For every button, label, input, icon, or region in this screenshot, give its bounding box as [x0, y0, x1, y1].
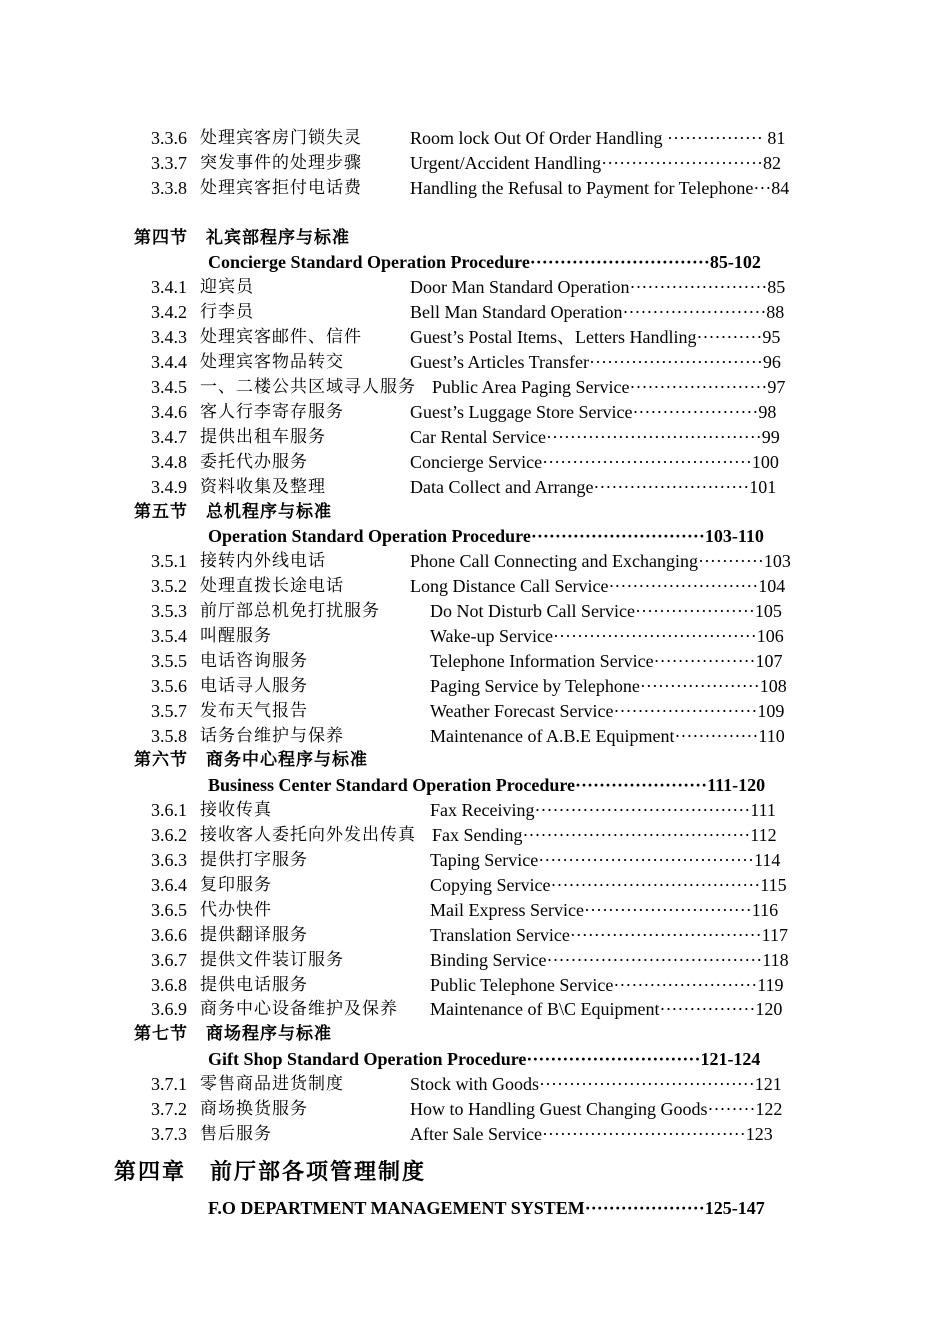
entry-title-zh: 零售商品进货制度	[200, 1074, 344, 1094]
entry-title-en: Guest’s Postal Items、Letters Handling···········95	[410, 327, 781, 347]
chapter-title-zh: 第四章 前厅部各项管理制度	[114, 1159, 427, 1185]
entry-number: 3.4.1	[151, 277, 187, 297]
entry-title-en: Wake-up Service··································106	[430, 626, 784, 646]
entry-title-zh: 商务中心设备维护及保养	[200, 999, 398, 1019]
entry-number: 3.6.7	[151, 950, 187, 970]
entry-title-en: Concierge Service···································100	[410, 452, 779, 472]
entry-title-en: Car Rental Service····································99	[410, 427, 780, 447]
entry-number: 3.7.3	[151, 1124, 187, 1144]
section-title-zh: 第五节 总机程序与标准	[134, 502, 332, 522]
entry-title-en: Stock with Goods····································121	[410, 1074, 782, 1094]
entry-title-en: Weather Forecast Service························109	[430, 701, 785, 721]
entry-title-en: Copying Service···································115	[430, 875, 787, 895]
entry-number: 3.4.7	[151, 427, 187, 447]
entry-title-zh: 叫醒服务	[200, 626, 272, 646]
entry-number: 3.5.5	[151, 651, 187, 671]
entry-title-zh: 资料收集及整理	[200, 477, 326, 497]
entry-title-zh: 委托代办服务	[200, 452, 308, 472]
entry-number: 3.6.5	[151, 900, 187, 920]
entry-number: 3.4.4	[151, 352, 187, 372]
entry-title-zh: 接收传真	[200, 800, 272, 820]
entry-number: 3.6.3	[151, 850, 187, 870]
entry-title-zh: 提供翻译服务	[200, 925, 308, 945]
entry-title-en: Bell Man Standard Operation························88	[410, 302, 785, 322]
entry-number: 3.4.6	[151, 402, 187, 422]
entry-number: 3.3.7	[151, 153, 187, 173]
entry-title-zh: 处理宾客拒付电话费	[200, 178, 362, 198]
entry-number: 3.5.6	[151, 676, 187, 696]
entry-title-en: Public Telephone Service························119	[430, 975, 784, 995]
entry-number: 3.5.8	[151, 726, 187, 746]
entry-title-zh: 突发事件的处理步骤	[200, 153, 362, 173]
entry-title-en: Telephone Information Service·················107	[430, 651, 783, 671]
entry-number: 3.4.2	[151, 302, 187, 322]
entry-title-en: Fax Sending······································112	[432, 825, 777, 845]
entry-title-en: How to Handling Guest Changing Goods········122	[410, 1099, 783, 1119]
entry-title-en: Guest’s Articles Transfer·····························96	[410, 352, 781, 372]
entry-title-en: Taping Service····································114	[430, 850, 781, 870]
entry-title-zh: 提供出租车服务	[200, 427, 326, 447]
entry-title-zh: 迎宾员	[200, 277, 254, 297]
entry-title-zh: 处理宾客房门锁失灵	[200, 128, 362, 148]
entry-number: 3.3.8	[151, 178, 187, 198]
entry-number: 3.5.7	[151, 701, 187, 721]
entry-number: 3.4.8	[151, 452, 187, 472]
entry-number: 3.6.1	[151, 800, 187, 820]
entry-title-en: Room lock Out Of Order Handling ················ 81	[410, 128, 786, 148]
entry-title-zh: 前厅部总机免打扰服务	[200, 601, 380, 621]
entry-title-zh: 提供电话服务	[200, 975, 308, 995]
section-title-zh: 第七节 商场程序与标准	[134, 1024, 332, 1044]
entry-title-en: Translation Service································117	[430, 925, 788, 945]
entry-title-en: Fax Receiving····································111	[430, 800, 776, 820]
entry-number: 3.4.9	[151, 477, 187, 497]
entry-number: 3.6.9	[151, 999, 187, 1019]
entry-title-en: Maintenance of B\C Equipment················120	[430, 999, 783, 1019]
entry-title-zh: 售后服务	[200, 1124, 272, 1144]
entry-title-zh: 接转内外线电话	[200, 551, 326, 571]
entry-number: 3.4.5	[151, 377, 187, 397]
entry-number: 3.6.6	[151, 925, 187, 945]
section-title-zh: 第六节 商务中心程序与标准	[134, 750, 368, 770]
entry-title-zh: 提供文件装订服务	[200, 950, 344, 970]
entry-title-zh: 客人行李寄存服务	[200, 402, 344, 422]
entry-title-en: Data Collect and Arrange··························101	[410, 477, 777, 497]
entry-title-zh: 话务台维护与保养	[200, 726, 344, 746]
entry-number: 3.5.1	[151, 551, 187, 571]
entry-title-zh: 处理宾客邮件、信件	[200, 327, 362, 347]
entry-number: 3.6.2	[151, 825, 187, 845]
entry-title-zh: 商场换货服务	[200, 1099, 308, 1119]
entry-title-zh: 处理宾客物品转交	[200, 352, 344, 372]
entry-title-zh: 行李员	[200, 302, 254, 322]
entry-title-zh: 处理直拨长途电话	[200, 576, 344, 596]
entry-number: 3.7.1	[151, 1074, 187, 1094]
entry-number: 3.6.8	[151, 975, 187, 995]
entry-title-zh: 复印服务	[200, 875, 272, 895]
entry-number: 3.5.4	[151, 626, 187, 646]
section-title-zh: 第四节 礼宾部程序与标准	[134, 228, 350, 248]
entry-title-en: Handling the Refusal to Payment for Telephone···84	[410, 178, 790, 198]
entry-title-zh: 接收客人委托向外发出传真	[200, 825, 416, 845]
entry-title-zh: 电话咨询服务	[200, 651, 308, 671]
chapter-title-en: F.O DEPARTMENT MANAGEMENT SYSTEM····················125-147	[208, 1198, 765, 1218]
entry-title-en: Do Not Disturb Call Service····················105	[430, 601, 782, 621]
section-title-en: Concierge Standard Operation Procedure······························85-102	[208, 252, 761, 272]
entry-title-en: Public Area Paging Service·······················97	[432, 377, 786, 397]
entry-title-en: Paging Service by Telephone····················108	[430, 676, 787, 696]
entry-number: 3.3.6	[151, 128, 187, 148]
entry-title-en: Door Man Standard Operation·······················85	[410, 277, 786, 297]
section-title-en: Business Center Standard Operation Procedure······················111-120	[208, 775, 766, 795]
entry-title-en: Guest’s Luggage Store Service·····················98	[410, 402, 777, 422]
entry-title-zh: 一、二楼公共区域寻人服务	[200, 377, 416, 397]
entry-title-en: Binding Service····································118	[430, 950, 789, 970]
entry-title-en: Long Distance Call Service·························104	[410, 576, 786, 596]
entry-title-zh: 发布天气报告	[200, 701, 308, 721]
entry-title-en: Mail Express Service····························116	[430, 900, 779, 920]
section-title-en: Gift Shop Standard Operation Procedure·····························121-124	[208, 1049, 761, 1069]
entry-title-en: Urgent/Accident Handling···························82	[410, 153, 781, 173]
entry-number: 3.5.2	[151, 576, 187, 596]
entry-title-zh: 代办快件	[200, 900, 272, 920]
entry-number: 3.6.4	[151, 875, 187, 895]
entry-title-zh: 提供打字服务	[200, 850, 308, 870]
entry-number: 3.4.3	[151, 327, 187, 347]
entry-number: 3.5.3	[151, 601, 187, 621]
entry-number: 3.7.2	[151, 1099, 187, 1119]
entry-title-en: Maintenance of A.B.E Equipment··············110	[430, 726, 785, 746]
section-title-en: Operation Standard Operation Procedure·····························103-110	[208, 526, 764, 546]
entry-title-en: Phone Call Connecting and Exchanging···········103	[410, 551, 791, 571]
entry-title-en: After Sale Service··································123	[410, 1124, 773, 1144]
entry-title-zh: 电话寻人服务	[200, 676, 308, 696]
